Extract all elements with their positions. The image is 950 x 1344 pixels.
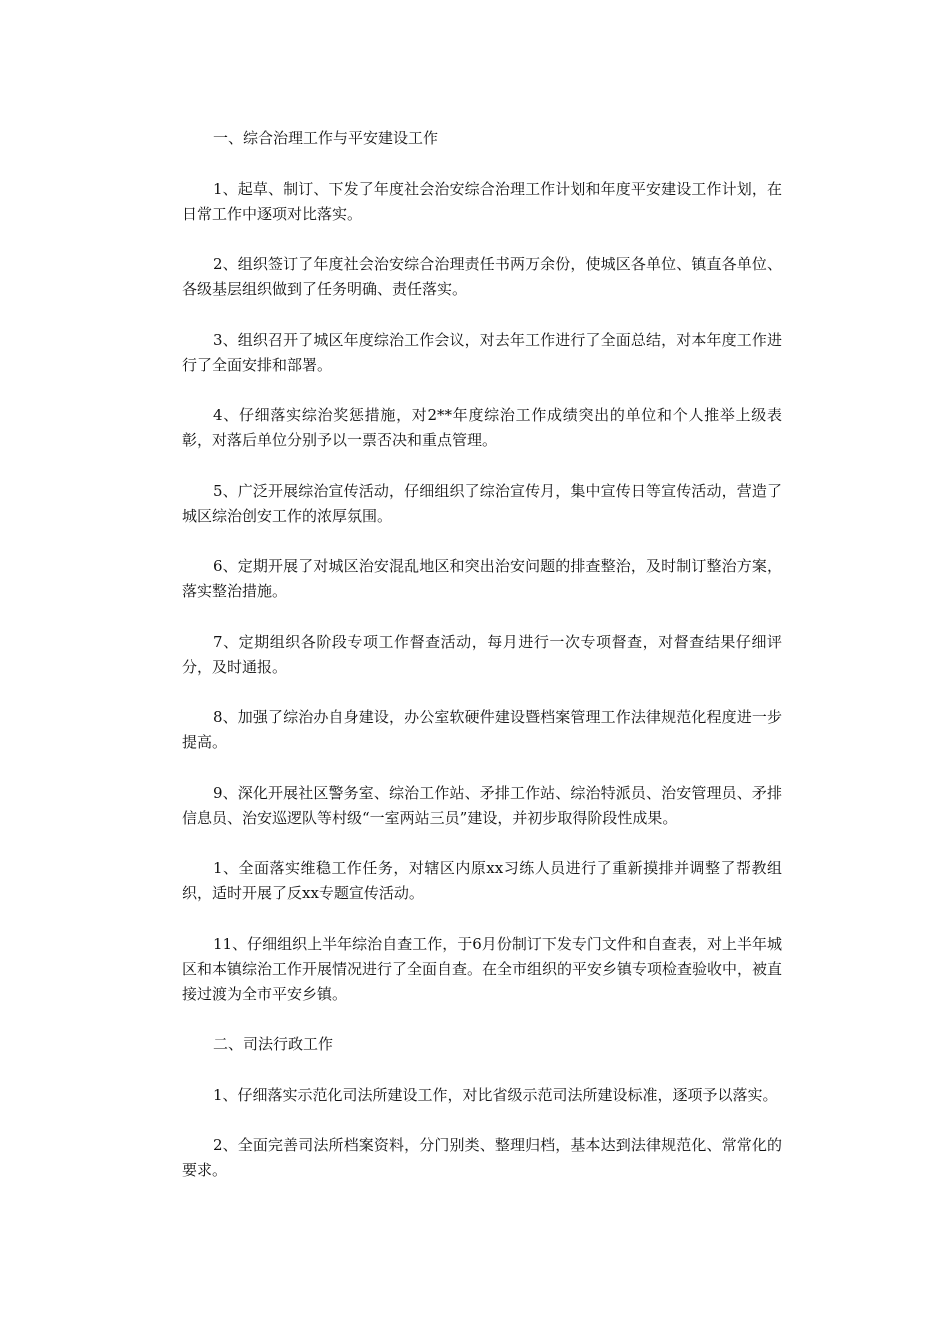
document-body (182, 126, 782, 1209)
paragraph-item: 1、仔细落实示范化司法所建设工作，对比省级示范司法所建设标准，逐项予以落实。 (213, 1085, 778, 1104)
paragraph-item: 6、定期开展了对城区治安混乱地区和突出治安问题的排查整治，及时制订整治方案，落实整治措施。 (182, 557, 782, 600)
section-heading-2: 二、司法行政工作 (213, 1035, 334, 1053)
paragraph-item: 1、全面落实维稳工作任务，对辖区内原xx习练人员进行了重新摸排并调整了帮教组织，适时开展了反xx专题宣传活动。 (182, 859, 782, 902)
paragraph-item: 11、仔细组织上半年综治自查工作，于6月份制订下发专门文件和自查表，对上半年城区和本镇综治工作开展情况进行了全面自查。在全市组织的平安乡镇专项检查验收中，被直接过渡为全市平安乡镇。 (182, 934, 783, 1003)
paragraph-item: 2、全面完善司法所档案资料，分门别类、整理归档，基本达到法律规范化、常常化的要求。 (182, 1136, 782, 1179)
paragraph-item: 2、组织签订了年度社会治安综合治理责任书两万余份，使城区各单位、镇直各单位、各级基层组织做到了任务明确、责任落实。 (182, 255, 782, 298)
section-heading-1: 一、综合治理工作与平安建设工作 (213, 129, 439, 147)
paragraph-item: 5、广泛开展综治宣传活动，仔细组织了综治宣传月，集中宣传日等宣传活动，营造了城区综治创安工作的浓厚氛围。 (182, 481, 782, 525)
paragraph-item: 4、仔细落实综治奖惩措施，对2**年度综治工作成绩突出的单位和个人推举上级表彰，对落后单位分别予以一票否决和重点管理。 (182, 406, 782, 449)
paragraph-item: 8、加强了综治办自身建设，办公室软硬件建设暨档案管理工作法律规范化程度进一步提高。 (182, 708, 782, 751)
paragraph-item: 1、起草、制订、下发了年度社会治安综合治理工作计划和年度平安建设工作计划，在日常工作中逐项对比落实。 (182, 179, 782, 223)
paragraph-item: 7、定期组织各阶段专项工作督查活动，每月进行一次专项督查，对督查结果仔细评分，及时通报。 (182, 632, 782, 676)
paragraph-item: 9、深化开展社区警务室、综治工作站、矛排工作站、综治特派员、治安管理员、矛排信息员、治安巡逻队等村级“一室两站三员”建设，并初步取得阶段性成果。 (182, 783, 782, 827)
paragraph-item: 3、组织召开了城区年度综治工作会议，对去年工作进行了全面总结，对本年度工作进行了全面安排和部署。 (182, 330, 782, 374)
